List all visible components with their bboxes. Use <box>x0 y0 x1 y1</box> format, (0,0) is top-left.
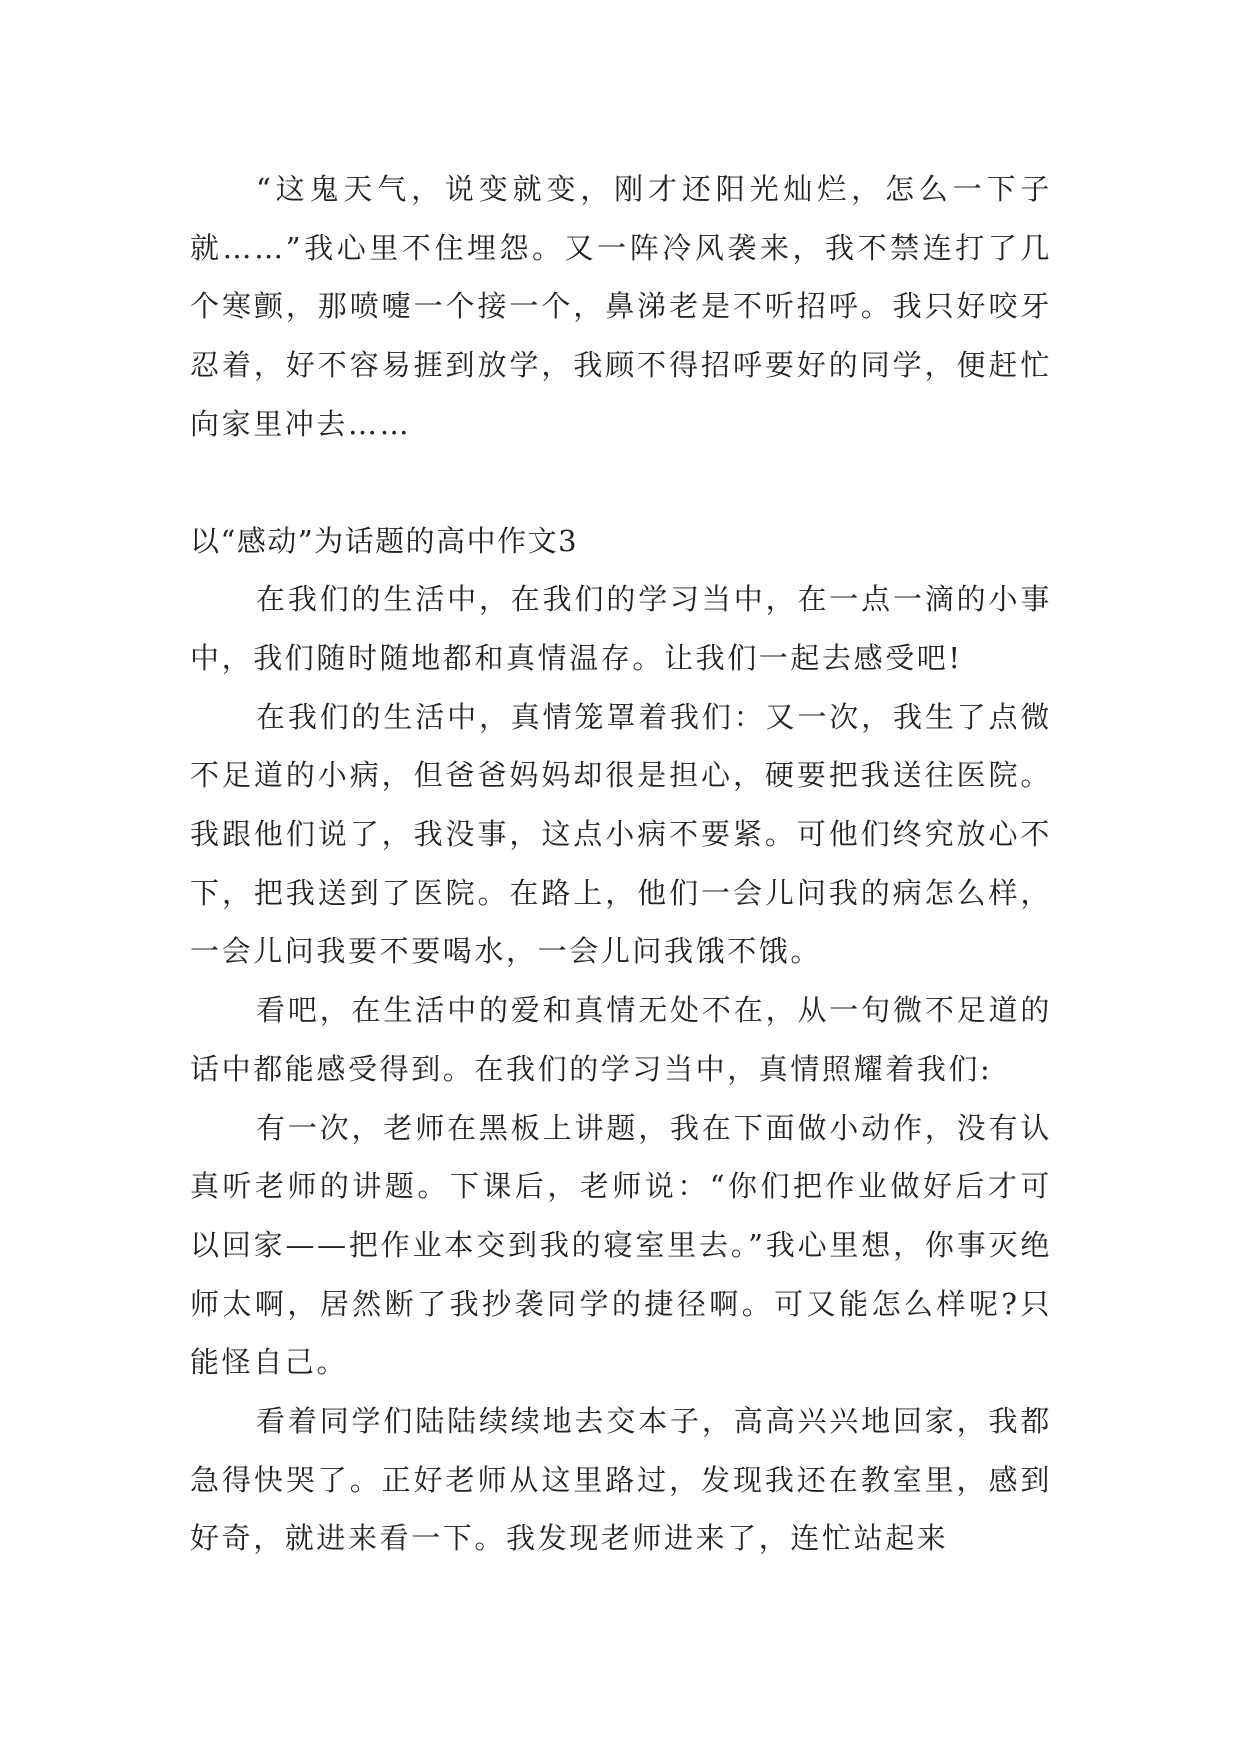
paragraph-3: 看吧，在生活中的爱和真情无处不在，从一句微不足道的话中都能感受得到。在我们的学习当中，真情照耀着我们: <box>190 993 1052 1086</box>
intro-paragraph: “这鬼天气，说变就变，刚才还阳光灿烂，怎么一下子就……”我心里不住埋怨。又一阵冷风袭来，我不禁连打了几个寒颤，那喷嚏一个接一个，鼻涕老是不听招呼。我只好咬牙忍着，好不容易捱到放学，我顾不得招呼要好的同学，便赶忙向家里冲去…… <box>190 172 1052 441</box>
document-body <box>190 160 1052 1568</box>
paragraph-4: 有一次，老师在黑板上讲题，我在下面做小动作，没有认真听老师的讲题。下课后，老师说：“你们把作业做好后才可以回家——把作业本交到我的寝室里去。”我心里想，你事灭绝师太啊，居然断了我抄袭同学的捷径啊。可又能怎么样呢?只能怪自己。 <box>190 1110 1052 1380</box>
paragraph-2: 在我们的生活中，真情笼罩着我们：又一次，我生了点微不足道的小病，但爸爸妈妈却很是担心，硬要把我送往医院。我跟他们说了，我没事，这点小病不要紧。可他们终究放心不下，把我送到了医院。在路上，他们一会儿问我的病怎么样，一会儿问我要不要喝水，一会儿问我饿不饿。 <box>190 699 1052 969</box>
paragraph-1: 在我们的生活中，在我们的学习当中，在一点一滴的小事中，我们随时随地都和真情温存。让我们一起去感受吧! <box>190 582 1052 675</box>
paragraph-5: 看着同学们陆陆续续地去交本子，高高兴兴地回家，我都急得快哭了。正好老师从这里路过，发现我还在教室里，感到好奇，就进来看一下。我发现老师进来了，连忙站起来 <box>190 1404 1052 1556</box>
section-spacer <box>190 454 1052 512</box>
section-title: 以“感动”为话题的高中作文3 <box>190 523 579 558</box>
